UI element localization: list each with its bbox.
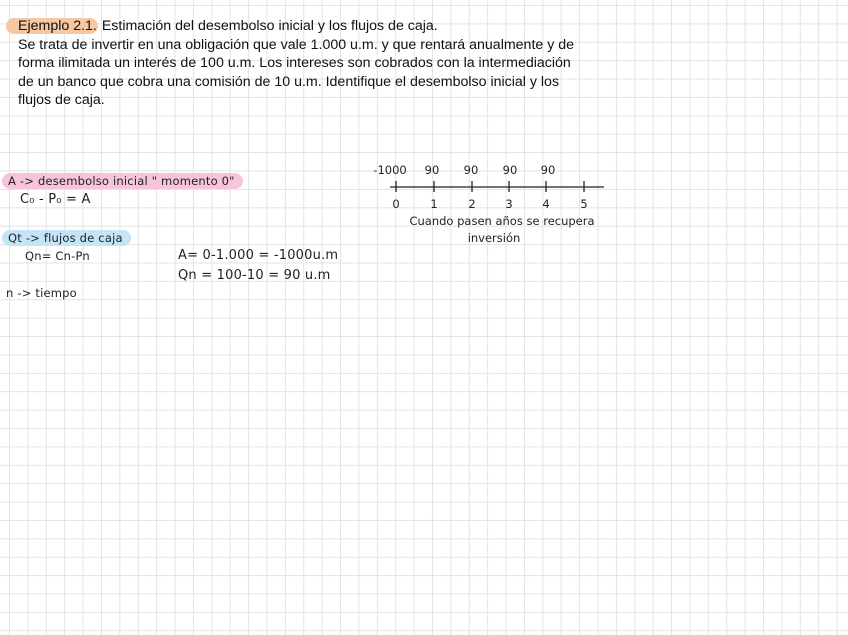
timeline-caption-1: Cuando pasen años se recupera [409,214,595,228]
problem-heading-line [18,17,638,36]
flow-label-2: 90 [463,163,479,177]
period-label-4: 4 [542,197,550,211]
problem-line-2: forma ilimitada un interés de 100 u.m. Los intereses son cobrados con la intermediación [18,55,571,72]
calc-q: Qn = 100-10 = 90 u.m [178,268,331,283]
problem-line-1: Se trata de invertir en una obligación que vale 1.000 u.m. y que rentará anualmente y de [18,36,575,53]
timeline-caption-2: inversión [467,231,521,245]
period-label-5: 5 [580,197,588,211]
definition-q: Qt -> flujos de caja [2,230,131,246]
formula-q: Qn= Cn-Pn [25,249,90,263]
problem-line-4: flujos de caja. [18,92,105,109]
n-definition: n -> tiempo [6,286,77,300]
period-label-0: 0 [392,197,400,211]
period-label-1: 1 [430,197,438,211]
formula-a: C₀ - P₀ = A [20,192,91,207]
flow-label-1: 90 [424,163,440,177]
calc-a: A= 0-1.000 = -1000u.m [178,248,339,263]
flow-label-0: -1000 [373,163,407,177]
problem-statement [18,17,638,110]
definition-a: A -> desembolso inicial " momento 0" [2,173,243,189]
period-label-2: 2 [468,197,476,211]
example-title: Ejemplo 2.1. [6,18,98,34]
timeline-axis [388,178,608,194]
period-label-3: 3 [505,197,513,211]
flow-label-4: 90 [540,163,556,177]
flow-label-3: 90 [502,163,518,177]
problem-line-3: de un banco que cobra una comisión de 10 u.m. Identifique el desembolso inicial y los [18,73,560,90]
example-heading: Estimación del desembolso inicial y los flujos de caja. [97,18,438,34]
